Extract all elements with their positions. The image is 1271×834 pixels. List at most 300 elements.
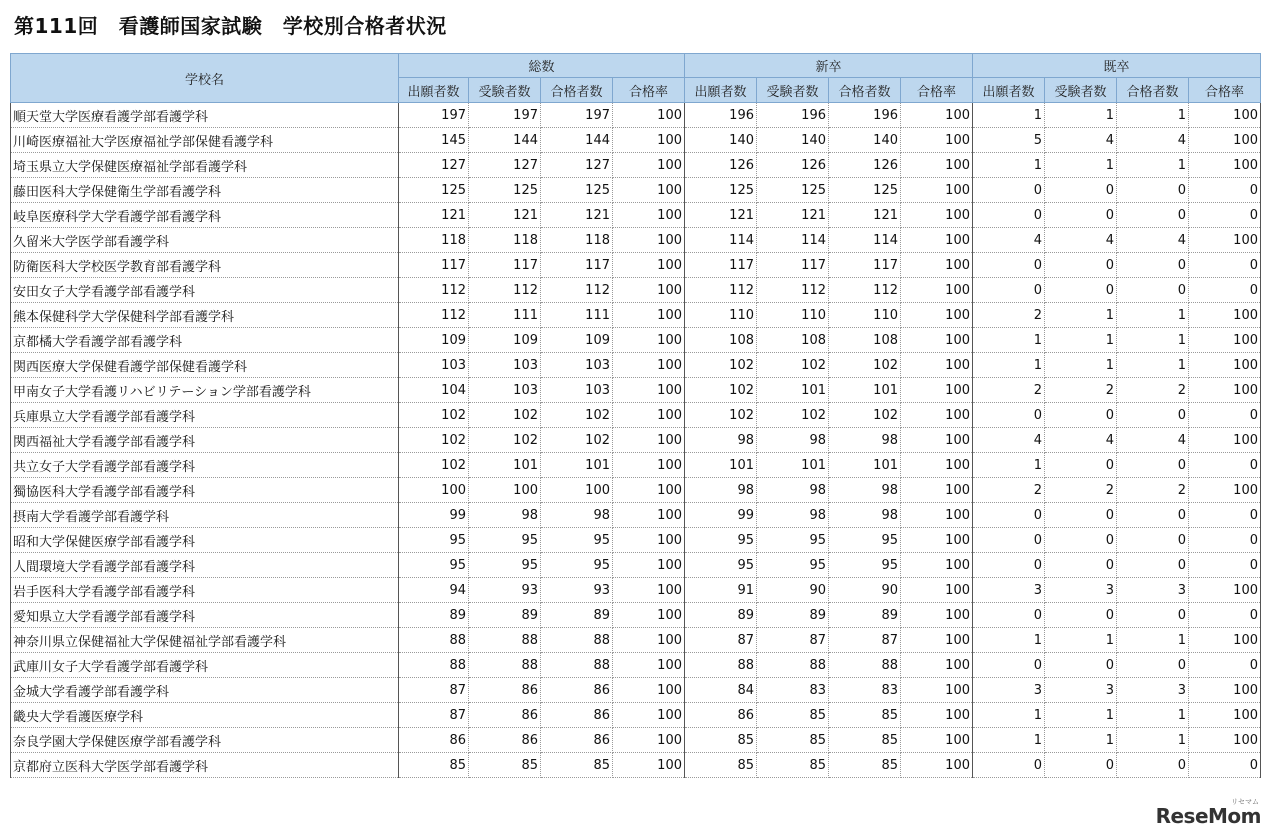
header-group-total: 総数 — [399, 54, 685, 78]
value-cell: 1 — [1045, 353, 1117, 378]
school-name-cell: 昭和大学保健医療学部看護学科 — [11, 528, 399, 553]
value-cell: 101 — [757, 453, 829, 478]
table-row — [11, 553, 1261, 578]
value-cell: 1 — [973, 353, 1045, 378]
value-cell: 1 — [1117, 728, 1189, 753]
school-name-cell: 兵庫県立大学看護学部看護学科 — [11, 403, 399, 428]
value-cell: 0 — [1117, 503, 1189, 528]
value-cell: 95 — [541, 553, 613, 578]
value-cell: 1 — [1045, 303, 1117, 328]
value-cell: 4 — [1045, 428, 1117, 453]
value-cell: 117 — [469, 253, 541, 278]
value-cell: 85 — [469, 753, 541, 778]
value-cell: 100 — [613, 553, 685, 578]
school-name-cell: 畿央大学看護医療学科 — [11, 703, 399, 728]
value-cell: 102 — [829, 353, 901, 378]
value-cell: 0 — [1045, 278, 1117, 303]
value-cell: 4 — [1117, 228, 1189, 253]
value-cell: 98 — [541, 503, 613, 528]
value-cell: 4 — [973, 428, 1045, 453]
school-name-cell: 奈良学園大学保健医療学部看護学科 — [11, 728, 399, 753]
value-cell: 100 — [1189, 228, 1261, 253]
value-cell: 100 — [901, 503, 973, 528]
value-cell: 0 — [1189, 753, 1261, 778]
value-cell: 0 — [1117, 203, 1189, 228]
value-cell: 100 — [901, 528, 973, 553]
value-cell: 102 — [757, 403, 829, 428]
value-cell: 0 — [973, 603, 1045, 628]
value-cell: 89 — [757, 603, 829, 628]
value-cell: 86 — [469, 728, 541, 753]
value-cell: 98 — [829, 478, 901, 503]
value-cell: 196 — [757, 103, 829, 128]
value-cell: 102 — [541, 403, 613, 428]
value-cell: 100 — [901, 653, 973, 678]
value-cell: 88 — [399, 628, 469, 653]
value-cell: 100 — [901, 728, 973, 753]
value-cell: 0 — [973, 753, 1045, 778]
value-cell: 100 — [613, 303, 685, 328]
value-cell: 95 — [829, 553, 901, 578]
table-row — [11, 628, 1261, 653]
value-cell: 125 — [757, 178, 829, 203]
value-cell: 100 — [901, 403, 973, 428]
header-new-col-3: 合格率 — [901, 78, 973, 103]
table-row — [11, 753, 1261, 778]
value-cell: 1 — [1045, 728, 1117, 753]
value-cell: 112 — [541, 278, 613, 303]
value-cell: 100 — [901, 703, 973, 728]
value-cell: 196 — [685, 103, 757, 128]
value-cell: 100 — [613, 128, 685, 153]
table-row — [11, 203, 1261, 228]
value-cell: 100 — [901, 678, 973, 703]
value-cell: 0 — [973, 403, 1045, 428]
value-cell: 88 — [469, 628, 541, 653]
value-cell: 100 — [901, 603, 973, 628]
value-cell: 118 — [541, 228, 613, 253]
value-cell: 89 — [399, 603, 469, 628]
value-cell: 95 — [685, 553, 757, 578]
header-group-new: 新卒 — [685, 54, 973, 78]
value-cell: 0 — [1045, 603, 1117, 628]
value-cell: 100 — [613, 728, 685, 753]
value-cell: 100 — [1189, 303, 1261, 328]
value-cell: 100 — [613, 653, 685, 678]
value-cell: 102 — [541, 428, 613, 453]
header-new-col-2: 合格者数 — [829, 78, 901, 103]
value-cell: 98 — [757, 503, 829, 528]
value-cell: 109 — [541, 328, 613, 353]
value-cell: 109 — [399, 328, 469, 353]
value-cell: 121 — [399, 203, 469, 228]
value-cell: 85 — [399, 753, 469, 778]
value-cell: 85 — [829, 703, 901, 728]
table-row — [11, 353, 1261, 378]
value-cell: 91 — [685, 578, 757, 603]
value-cell: 112 — [685, 278, 757, 303]
value-cell: 0 — [973, 553, 1045, 578]
value-cell: 100 — [613, 103, 685, 128]
value-cell: 100 — [1189, 153, 1261, 178]
value-cell: 99 — [685, 503, 757, 528]
value-cell: 89 — [829, 603, 901, 628]
value-cell: 126 — [829, 153, 901, 178]
value-cell: 196 — [829, 103, 901, 128]
value-cell: 4 — [973, 228, 1045, 253]
school-name-cell: 甲南女子大学看護リハビリテーション学部看護学科 — [11, 378, 399, 403]
value-cell: 3 — [1117, 678, 1189, 703]
header-new-col-1: 受験者数 — [757, 78, 829, 103]
school-name-cell: 熊本保健科学大学保健科学部看護学科 — [11, 303, 399, 328]
value-cell: 87 — [399, 678, 469, 703]
header-group-previous: 既卒 — [973, 54, 1261, 78]
value-cell: 0 — [1045, 403, 1117, 428]
value-cell: 100 — [1189, 578, 1261, 603]
value-cell: 111 — [469, 303, 541, 328]
value-cell: 100 — [613, 328, 685, 353]
value-cell: 140 — [685, 128, 757, 153]
school-name-cell: 埼玉県立大学保健医療福祉学部看護学科 — [11, 153, 399, 178]
table-row — [11, 178, 1261, 203]
value-cell: 85 — [829, 753, 901, 778]
page-title: 第111回 看護師国家試験 学校別合格者状況 — [14, 14, 447, 38]
value-cell: 100 — [613, 428, 685, 453]
value-cell: 100 — [901, 328, 973, 353]
value-cell: 2 — [973, 378, 1045, 403]
value-cell: 100 — [901, 303, 973, 328]
school-name-cell: 関西医療大学保健看護学部保健看護学科 — [11, 353, 399, 378]
value-cell: 87 — [399, 703, 469, 728]
value-cell: 100 — [613, 403, 685, 428]
value-cell: 112 — [757, 278, 829, 303]
value-cell: 100 — [1189, 378, 1261, 403]
value-cell: 1 — [973, 153, 1045, 178]
value-cell: 4 — [1045, 228, 1117, 253]
school-name-cell: 獨協医科大学看護学部看護学科 — [11, 478, 399, 503]
value-cell: 0 — [1189, 528, 1261, 553]
value-cell: 89 — [469, 603, 541, 628]
value-cell: 0 — [973, 653, 1045, 678]
value-cell: 0 — [1045, 503, 1117, 528]
value-cell: 83 — [829, 678, 901, 703]
value-cell: 101 — [829, 378, 901, 403]
value-cell: 100 — [1189, 703, 1261, 728]
value-cell: 102 — [399, 453, 469, 478]
header-previous-col-2: 合格者数 — [1117, 78, 1189, 103]
school-name-cell: 順天堂大学医療看護学部看護学科 — [11, 103, 399, 128]
value-cell: 85 — [685, 728, 757, 753]
school-name-cell: 神奈川県立保健福祉大学保健福祉学部看護学科 — [11, 628, 399, 653]
value-cell: 100 — [901, 478, 973, 503]
value-cell: 101 — [469, 453, 541, 478]
value-cell: 109 — [469, 328, 541, 353]
value-cell: 2 — [973, 478, 1045, 503]
value-cell: 2 — [1045, 378, 1117, 403]
value-cell: 100 — [613, 753, 685, 778]
value-cell: 102 — [685, 378, 757, 403]
value-cell: 0 — [1045, 528, 1117, 553]
school-name-cell: 京都府立医科大学医学部看護学科 — [11, 753, 399, 778]
value-cell: 118 — [469, 228, 541, 253]
value-cell: 95 — [757, 553, 829, 578]
value-cell: 85 — [685, 753, 757, 778]
value-cell: 0 — [973, 278, 1045, 303]
school-name-cell: 金城大学看護学部看護学科 — [11, 678, 399, 703]
school-name-cell: 安田女子大学看護学部看護学科 — [11, 278, 399, 303]
value-cell: 0 — [1117, 603, 1189, 628]
value-cell: 117 — [829, 253, 901, 278]
value-cell: 93 — [469, 578, 541, 603]
value-cell: 102 — [399, 428, 469, 453]
value-cell: 100 — [901, 378, 973, 403]
table-row — [11, 153, 1261, 178]
value-cell: 117 — [757, 253, 829, 278]
value-cell: 95 — [399, 528, 469, 553]
table-header — [11, 54, 1261, 103]
value-cell: 121 — [829, 203, 901, 228]
value-cell: 98 — [757, 478, 829, 503]
value-cell: 0 — [1189, 203, 1261, 228]
value-cell: 3 — [1045, 678, 1117, 703]
value-cell: 0 — [1117, 528, 1189, 553]
value-cell: 89 — [685, 603, 757, 628]
table-row — [11, 528, 1261, 553]
value-cell: 100 — [613, 628, 685, 653]
value-cell: 0 — [1189, 453, 1261, 478]
value-cell: 100 — [901, 178, 973, 203]
value-cell: 100 — [901, 753, 973, 778]
school-name-cell: 防衛医科大学校医学教育部看護学科 — [11, 253, 399, 278]
value-cell: 121 — [757, 203, 829, 228]
value-cell: 3 — [973, 678, 1045, 703]
value-cell: 108 — [685, 328, 757, 353]
value-cell: 103 — [469, 378, 541, 403]
value-cell: 98 — [685, 428, 757, 453]
value-cell: 0 — [1189, 653, 1261, 678]
value-cell: 100 — [901, 628, 973, 653]
value-cell: 1 — [1045, 153, 1117, 178]
school-name-cell: 関西福祉大学看護学部看護学科 — [11, 428, 399, 453]
value-cell: 0 — [1045, 653, 1117, 678]
value-cell: 1 — [973, 453, 1045, 478]
value-cell: 98 — [829, 428, 901, 453]
value-cell: 125 — [399, 178, 469, 203]
value-cell: 3 — [1117, 578, 1189, 603]
value-cell: 100 — [1189, 728, 1261, 753]
value-cell: 95 — [399, 553, 469, 578]
value-cell: 100 — [901, 278, 973, 303]
table-row — [11, 403, 1261, 428]
value-cell: 102 — [469, 403, 541, 428]
value-cell: 0 — [1045, 253, 1117, 278]
value-cell: 87 — [829, 628, 901, 653]
value-cell: 1 — [1045, 103, 1117, 128]
value-cell: 95 — [757, 528, 829, 553]
value-cell: 88 — [685, 653, 757, 678]
value-cell: 100 — [1189, 128, 1261, 153]
value-cell: 1 — [1045, 703, 1117, 728]
value-cell: 88 — [399, 653, 469, 678]
value-cell: 90 — [829, 578, 901, 603]
value-cell: 86 — [469, 703, 541, 728]
value-cell: 100 — [613, 253, 685, 278]
value-cell: 0 — [1045, 453, 1117, 478]
value-cell: 86 — [685, 703, 757, 728]
resemom-logo: ReseMom — [1155, 804, 1261, 828]
value-cell: 117 — [541, 253, 613, 278]
value-cell: 100 — [541, 478, 613, 503]
table-row — [11, 253, 1261, 278]
value-cell: 2 — [973, 303, 1045, 328]
header-previous-col-0: 出願者数 — [973, 78, 1045, 103]
value-cell: 1 — [973, 728, 1045, 753]
value-cell: 100 — [1189, 103, 1261, 128]
table-row — [11, 503, 1261, 528]
value-cell: 1 — [1117, 328, 1189, 353]
value-cell: 127 — [541, 153, 613, 178]
value-cell: 100 — [1189, 353, 1261, 378]
value-cell: 112 — [399, 303, 469, 328]
value-cell: 95 — [829, 528, 901, 553]
value-cell: 1 — [1117, 703, 1189, 728]
value-cell: 100 — [901, 353, 973, 378]
value-cell: 4 — [1045, 128, 1117, 153]
value-cell: 0 — [1045, 178, 1117, 203]
value-cell: 100 — [901, 578, 973, 603]
value-cell: 100 — [901, 153, 973, 178]
value-cell: 2 — [1045, 478, 1117, 503]
value-cell: 95 — [469, 553, 541, 578]
value-cell: 127 — [399, 153, 469, 178]
value-cell: 0 — [973, 178, 1045, 203]
value-cell: 100 — [613, 528, 685, 553]
value-cell: 114 — [685, 228, 757, 253]
value-cell: 111 — [541, 303, 613, 328]
value-cell: 108 — [757, 328, 829, 353]
value-cell: 98 — [829, 503, 901, 528]
value-cell: 100 — [901, 228, 973, 253]
value-cell: 0 — [1117, 253, 1189, 278]
results-table-container — [10, 53, 1261, 778]
table-row — [11, 378, 1261, 403]
value-cell: 100 — [901, 103, 973, 128]
value-cell: 84 — [685, 678, 757, 703]
value-cell: 0 — [1045, 753, 1117, 778]
table-row — [11, 578, 1261, 603]
value-cell: 88 — [541, 653, 613, 678]
school-name-cell: 岐阜医療科学大学看護学部看護学科 — [11, 203, 399, 228]
value-cell: 86 — [399, 728, 469, 753]
value-cell: 117 — [399, 253, 469, 278]
value-cell: 1 — [1117, 103, 1189, 128]
school-name-cell: 岩手医科大学看護学部看護学科 — [11, 578, 399, 603]
value-cell: 3 — [1045, 578, 1117, 603]
value-cell: 88 — [757, 653, 829, 678]
value-cell: 100 — [1189, 678, 1261, 703]
value-cell: 104 — [399, 378, 469, 403]
value-cell: 103 — [541, 353, 613, 378]
school-name-cell: 川崎医療福祉大学医療福祉学部保健看護学科 — [11, 128, 399, 153]
value-cell: 1 — [1117, 628, 1189, 653]
value-cell: 100 — [613, 153, 685, 178]
table-row — [11, 653, 1261, 678]
value-cell: 100 — [1189, 428, 1261, 453]
value-cell: 0 — [973, 253, 1045, 278]
table-row — [11, 303, 1261, 328]
value-cell: 197 — [469, 103, 541, 128]
value-cell: 100 — [613, 478, 685, 503]
value-cell: 0 — [1117, 403, 1189, 428]
value-cell: 0 — [1189, 603, 1261, 628]
value-cell: 0 — [1189, 178, 1261, 203]
header-total-col-2: 合格者数 — [541, 78, 613, 103]
value-cell: 3 — [973, 578, 1045, 603]
value-cell: 112 — [829, 278, 901, 303]
value-cell: 100 — [469, 478, 541, 503]
value-cell: 100 — [613, 503, 685, 528]
value-cell: 0 — [1189, 253, 1261, 278]
value-cell: 0 — [973, 203, 1045, 228]
value-cell: 100 — [613, 203, 685, 228]
value-cell: 102 — [685, 353, 757, 378]
value-cell: 102 — [469, 428, 541, 453]
value-cell: 0 — [1189, 553, 1261, 578]
value-cell: 144 — [469, 128, 541, 153]
value-cell: 100 — [613, 353, 685, 378]
value-cell: 112 — [399, 278, 469, 303]
header-new-col-0: 出願者数 — [685, 78, 757, 103]
value-cell: 93 — [541, 578, 613, 603]
value-cell: 0 — [1189, 503, 1261, 528]
value-cell: 102 — [757, 353, 829, 378]
value-cell: 103 — [399, 353, 469, 378]
value-cell: 145 — [399, 128, 469, 153]
value-cell: 125 — [829, 178, 901, 203]
school-name-cell: 武庫川女子大学看護学部看護学科 — [11, 653, 399, 678]
value-cell: 117 — [685, 253, 757, 278]
value-cell: 1 — [1045, 328, 1117, 353]
school-name-cell: 摂南大学看護学部看護学科 — [11, 503, 399, 528]
value-cell: 100 — [1189, 328, 1261, 353]
value-cell: 1 — [973, 703, 1045, 728]
value-cell: 101 — [685, 453, 757, 478]
value-cell: 100 — [1189, 628, 1261, 653]
table-row — [11, 703, 1261, 728]
value-cell: 121 — [685, 203, 757, 228]
value-cell: 1 — [1117, 303, 1189, 328]
value-cell: 100 — [901, 453, 973, 478]
header-previous-col-1: 受験者数 — [1045, 78, 1117, 103]
value-cell: 85 — [757, 753, 829, 778]
header-previous-col-3: 合格率 — [1189, 78, 1261, 103]
table-row — [11, 453, 1261, 478]
value-cell: 100 — [613, 578, 685, 603]
value-cell: 0 — [1189, 278, 1261, 303]
value-cell: 102 — [399, 403, 469, 428]
value-cell: 126 — [685, 153, 757, 178]
value-cell: 87 — [685, 628, 757, 653]
school-name-cell: 藤田医科大学保健衛生学部看護学科 — [11, 178, 399, 203]
value-cell: 86 — [541, 728, 613, 753]
header-total-col-0: 出願者数 — [399, 78, 469, 103]
value-cell: 100 — [901, 553, 973, 578]
table-row — [11, 228, 1261, 253]
value-cell: 112 — [469, 278, 541, 303]
school-name-cell: 京都橘大学看護学部看護学科 — [11, 328, 399, 353]
value-cell: 1 — [973, 328, 1045, 353]
value-cell: 100 — [613, 178, 685, 203]
